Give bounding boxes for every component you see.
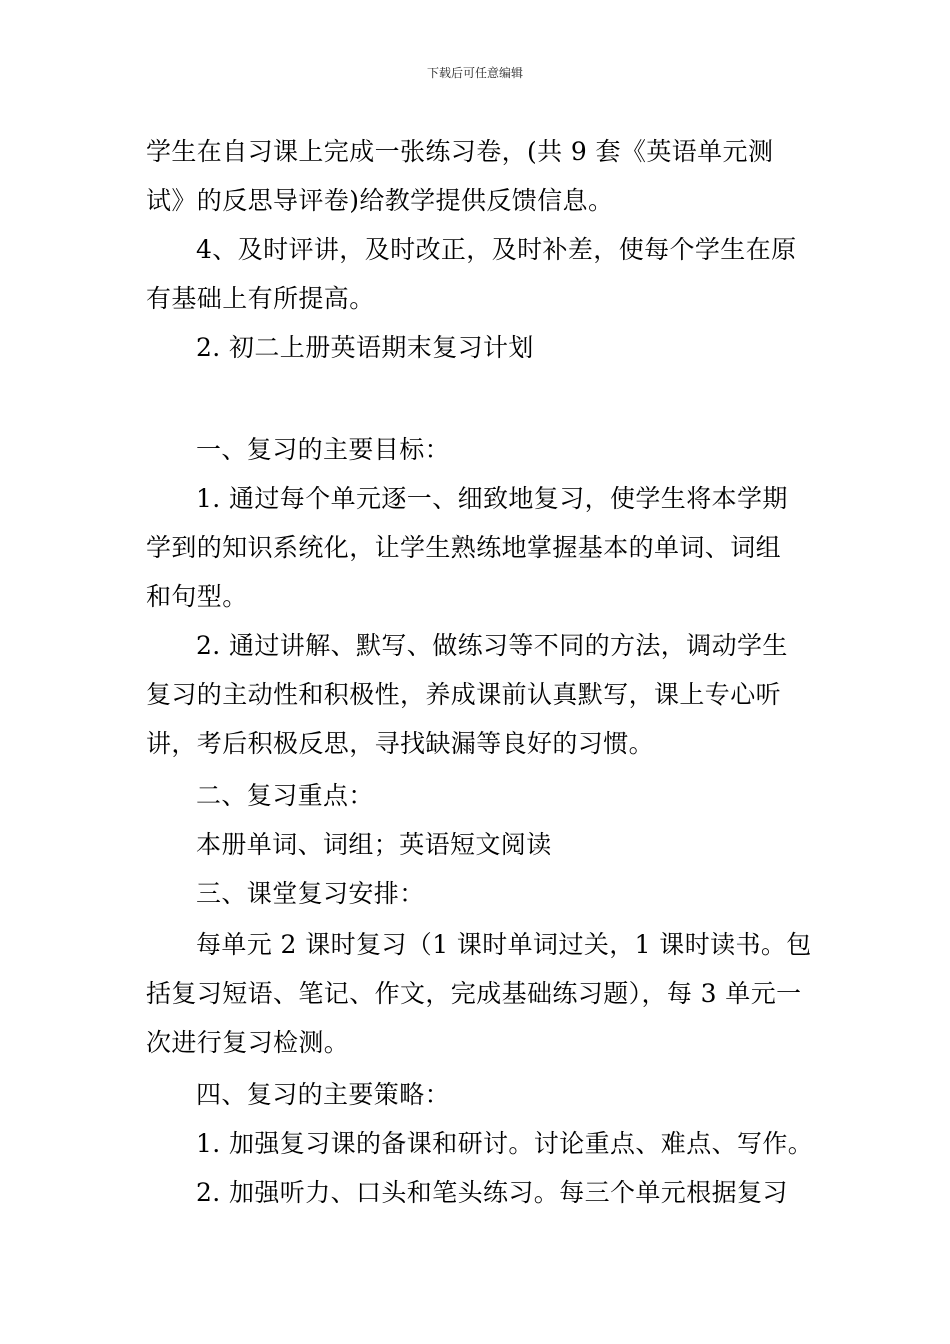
text-line: 有基础上有所提高。 [146,284,375,313]
text-line: 试》的反思导评卷)给教学提供反馈信息。 [146,186,614,215]
text-line: 4、及时评讲，及时改正，及时补差，使每个学生在原 [196,235,797,264]
text-line: 学生在自习课上完成一张练习卷，(共 9 套《英语单元测 [146,137,774,166]
text-line: 复习的主动性和积极性，养成课前认真默写，课上专心听 [146,680,782,709]
page-header: 下载后可任意编辑 [426,66,523,80]
text-line: 学到的知识系统化，让学生熟练地掌握基本的单词、词组 [146,533,782,562]
text-line: 本册单词、词组；英语短文阅读 [196,830,552,859]
text-line: 次进行复习检测。 [146,1028,350,1057]
text-line: 括复习短语、笔记、作文，完成基础练习题），每 3 单元一 [146,979,802,1008]
text-line: 2. 通过讲解、默写、做练习等不同的方法，调动学生 [196,631,788,660]
text-line: 和句型。 [146,582,248,611]
section-heading: 二、复习重点： [196,781,374,810]
text-line: 讲，考后积极反思，寻找缺漏等良好的习惯。 [146,729,655,758]
section-heading: 2. 初二上册英语期末复习计划 [196,333,534,362]
text-line: 2. 加强听力、口头和笔头练习。每三个单元根据复习 [196,1178,788,1207]
section-heading: 三、课堂复习安排： [196,879,425,908]
text-line: 1. 通过每个单元逐一、细致地复习，使学生将本学期 [196,484,788,513]
section-heading: 四、复习的主要策略： [196,1080,451,1109]
section-heading: 一、复习的主要目标： [196,435,451,464]
text-line: 每单元 2 课时复习（1 课时单词过关，1 课时读书。包 [196,930,812,959]
text-line: 1. 加强复习课的备课和研讨。讨论重点、难点、写作。 [196,1129,814,1158]
